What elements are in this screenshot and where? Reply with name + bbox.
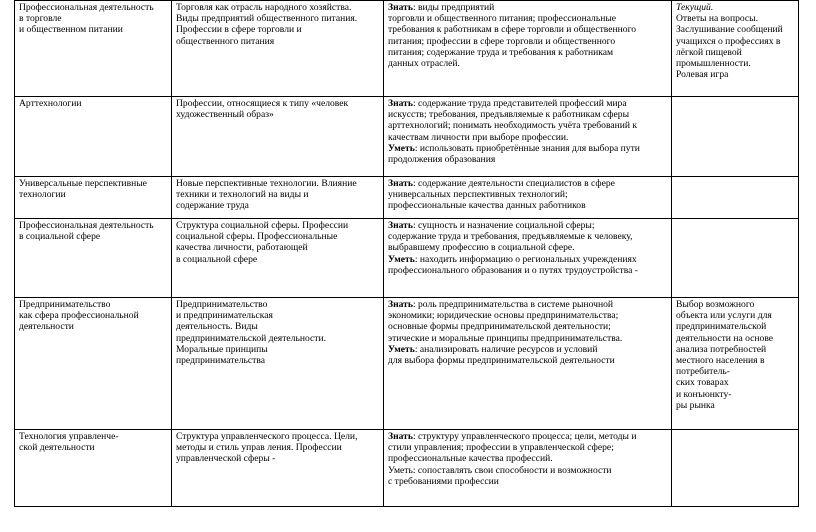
table-body [15, 1, 799, 507]
line-text: для выбора формы предпринимательской деятельности [388, 355, 615, 367]
line-text: предпринимательской [676, 321, 767, 333]
curriculum-table [14, 0, 799, 507]
cell-line [676, 377, 794, 388]
cell-line [388, 24, 667, 35]
line-text: деятельности на основе [676, 332, 774, 344]
line-text: : сущность и назначение социальной сферы; [412, 220, 595, 231]
cell-line [388, 465, 667, 476]
line-text: : содержание труда представителей профессий мира [412, 98, 627, 109]
line-text: основные формы предпринимательской деятельности; [388, 321, 611, 333]
cell-line [388, 254, 667, 265]
cell-line: Предпринимательство [19, 299, 111, 310]
cell-line [676, 355, 794, 366]
requirements-cell [384, 430, 672, 507]
cell-line: и общественном питании [19, 24, 123, 36]
cell-line: Профессии, относящиеся к типу «человек [176, 98, 349, 109]
cell-line [676, 47, 794, 58]
line-text: арттехнологий; понимать необходимость учёта требований к [388, 120, 638, 132]
keyword-label: Знать [388, 220, 413, 231]
cell-line [388, 132, 667, 143]
topic-cell [15, 97, 172, 177]
cell-line: Предпринимательство [176, 299, 268, 310]
cell-line [676, 389, 794, 400]
line-text: стили управления; профессии в управленческой сфере; [388, 442, 614, 454]
cell-line: технологии [19, 189, 66, 201]
table-row [15, 1, 799, 97]
cell-line [388, 476, 667, 487]
line-text: профессионального образования и о путях трудоустройства - [388, 264, 638, 276]
cell-line [676, 69, 794, 80]
line-text: промышленности. [676, 58, 751, 70]
cell-line: содержание труда [176, 200, 249, 212]
line-text: Текущий. [676, 2, 714, 13]
content-cell [172, 219, 384, 298]
control-form-cell [672, 219, 799, 298]
keyword-label: Знать [388, 178, 413, 189]
line-text: : содержание деятельности специалистов в сфере [412, 178, 615, 189]
content-cell [172, 1, 384, 97]
line-text: качествам личности при выборе профессии. [388, 131, 569, 143]
line-text: содержание труда и требования, предъявляемые к человеку, [388, 231, 633, 243]
line-text: требования к работникам в сфере торговли и общественного [388, 24, 637, 36]
cell-line [388, 178, 667, 189]
cell-line [388, 355, 667, 366]
cell-line: предпринимательства [176, 355, 266, 367]
requirements-cell [384, 298, 672, 430]
line-text: Ролевая игра [676, 69, 729, 81]
line-text: : анализировать наличие ресурсов и условий [414, 343, 598, 355]
line-text: Уметь: сопоставлять свои способности и возможности [388, 464, 612, 476]
line-text: анализа потребностей [676, 343, 767, 355]
requirements-cell [384, 177, 672, 219]
table-row [15, 298, 799, 430]
topic-cell [15, 1, 172, 97]
cell-line [388, 310, 667, 321]
cell-line: социальной сферы. Профессиональные [176, 231, 338, 243]
cell-line: как сфера профессиональной [19, 310, 139, 322]
cell-line [388, 109, 667, 120]
cell-line [676, 344, 794, 355]
cell-line [676, 299, 794, 310]
line-text: профессиональные качества профессий. [388, 453, 553, 465]
topic-cell [15, 298, 172, 430]
keyword-label: Уметь [388, 253, 415, 265]
cell-line: и предпринимательская [176, 310, 273, 322]
cell-line [388, 58, 667, 69]
cell-line [388, 98, 667, 109]
keyword-label: Знать [388, 431, 413, 442]
cell-line: деятельности [19, 321, 74, 333]
line-text: универсальных перспективных технологий; [388, 189, 568, 201]
content-cell [172, 177, 384, 219]
line-text: искусств; требования, предъявляемые к работникам сферы [388, 109, 630, 121]
content-cell [172, 298, 384, 430]
topic-cell [15, 177, 172, 219]
line-text: питания; профессии в сфере торговли и общественного [388, 35, 616, 47]
line-text: питания; содержание труда и требования к работникам [388, 46, 614, 58]
cell-line [388, 13, 667, 24]
line-text: Выбор возможного [676, 299, 755, 310]
cell-line: Профессиональная деятельность [19, 2, 154, 13]
line-text: : виды предприятий [412, 2, 495, 13]
cell-line [676, 13, 794, 24]
cell-line: в социальной сфере [19, 231, 101, 243]
topic-cell [15, 430, 172, 507]
line-text: лёгкой пищевой [676, 46, 742, 58]
keyword-label: Уметь [388, 142, 415, 154]
cell-line: техники и технологий на виды и [176, 189, 309, 201]
cell-line [388, 2, 667, 13]
keyword-label: Знать [388, 2, 413, 13]
cell-line [388, 154, 667, 165]
content-cell [172, 97, 384, 177]
line-text: профессиональные качества данных работников [388, 200, 586, 212]
cell-line: Структура социальной сферы. Профессии [176, 220, 349, 231]
control-form-cell [672, 177, 799, 219]
cell-line [388, 200, 667, 211]
cell-line [676, 321, 794, 332]
line-text: : структуру управленческого процесса; цели, методы и [412, 431, 637, 442]
table-row [15, 177, 799, 219]
cell-line [388, 265, 667, 276]
line-text: ры рынка [676, 399, 715, 411]
line-text: Ответы на вопросы. [676, 13, 759, 25]
line-text: учащихся о профессиях в [676, 35, 781, 47]
cell-line: Профессиональная деятельность [19, 220, 154, 231]
keyword-label: Уметь [388, 343, 415, 355]
line-text: объекта или услуги для [676, 310, 772, 322]
line-text: : роль предпринимательства в системе рыночной [412, 299, 614, 310]
cell-line [388, 321, 667, 332]
cell-line [676, 400, 794, 411]
cell-line: Структура управленческого процесса. Цели, [176, 431, 358, 442]
cell-line [676, 333, 794, 344]
topic-cell [15, 219, 172, 298]
cell-line [388, 333, 667, 344]
cell-line: качества личности, работающей [176, 242, 308, 254]
line-text: этические и моральные принципы предпринимательства. [388, 332, 623, 344]
cell-line: Универсальные перспективные [19, 178, 147, 189]
control-form-cell [672, 1, 799, 97]
cell-line: общественного питания [176, 35, 275, 47]
line-text: потребитель- [676, 366, 730, 378]
requirements-cell [384, 219, 672, 298]
cell-line [388, 36, 667, 47]
cell-line [388, 231, 667, 242]
line-text: : использовать приобретённые знания для выбора пути [414, 142, 640, 154]
cell-line [676, 58, 794, 69]
line-text: местного населения в [676, 355, 765, 367]
cell-line [388, 120, 667, 131]
cell-line [676, 2, 794, 13]
cell-line: предпринимательской деятельности. [176, 332, 326, 344]
table-row [15, 97, 799, 177]
cell-line: Профессии в сфере торговли и [176, 24, 302, 36]
control-form-cell [672, 97, 799, 177]
keyword-label: Знать [388, 98, 413, 109]
cell-line [388, 242, 667, 253]
cell-line: Виды предприятий общественного питания. [176, 13, 358, 25]
content-cell [172, 430, 384, 507]
cell-line [676, 366, 794, 377]
cell-line: в торговле [19, 13, 62, 25]
cell-line: в социальной сфере [176, 253, 258, 265]
cell-line: Технология управленче- [19, 431, 119, 442]
cell-line [388, 431, 667, 442]
cell-line [388, 442, 667, 453]
cell-line: художественный образ» [176, 109, 274, 121]
line-text: с требованиями профессии [388, 475, 499, 487]
cell-line: деятельность. Виды [176, 321, 258, 333]
line-text: выбравшему профессию в социальной сфере. [388, 242, 575, 254]
cell-line [388, 344, 667, 355]
line-text: Заслушивание сообщений [676, 24, 783, 36]
control-form-cell [672, 298, 799, 430]
cell-line [676, 310, 794, 321]
line-text: продолжения образования [388, 154, 496, 166]
line-text: экономики; юридические основы предпринимательства; [388, 310, 619, 322]
cell-line [388, 220, 667, 231]
table-row [15, 219, 799, 298]
cell-line [388, 143, 667, 154]
cell-line [388, 453, 667, 464]
cell-line: Арттехнологии [19, 98, 82, 109]
cell-line [388, 47, 667, 58]
cell-line: Торговля как отрасль народного хозяйства. [176, 2, 352, 13]
cell-line: ской деятельности [19, 442, 95, 454]
cell-line: методы и стиль управ ления. Профессии [176, 442, 342, 454]
cell-line: Новые перспективные технологии. Влияние [176, 178, 357, 189]
requirements-cell [384, 1, 672, 97]
cell-line [676, 24, 794, 35]
line-text: торговли и общественного питания; профессиональные [388, 13, 617, 25]
line-text: данных отраслей. [388, 58, 460, 70]
cell-line [388, 299, 667, 310]
line-text: : находить информацию о региональных учреждениях [414, 253, 637, 265]
requirements-cell [384, 97, 672, 177]
cell-line: Моральные принципы [176, 343, 268, 355]
control-form-cell [672, 430, 799, 507]
keyword-label: Знать [388, 299, 413, 310]
table-row [15, 430, 799, 507]
cell-line: управленческой сферы - [176, 453, 276, 465]
cell-line [676, 36, 794, 47]
line-text: и конъюнкту- [676, 388, 732, 400]
line-text: ских товарах [676, 377, 729, 389]
cell-line [388, 189, 667, 200]
